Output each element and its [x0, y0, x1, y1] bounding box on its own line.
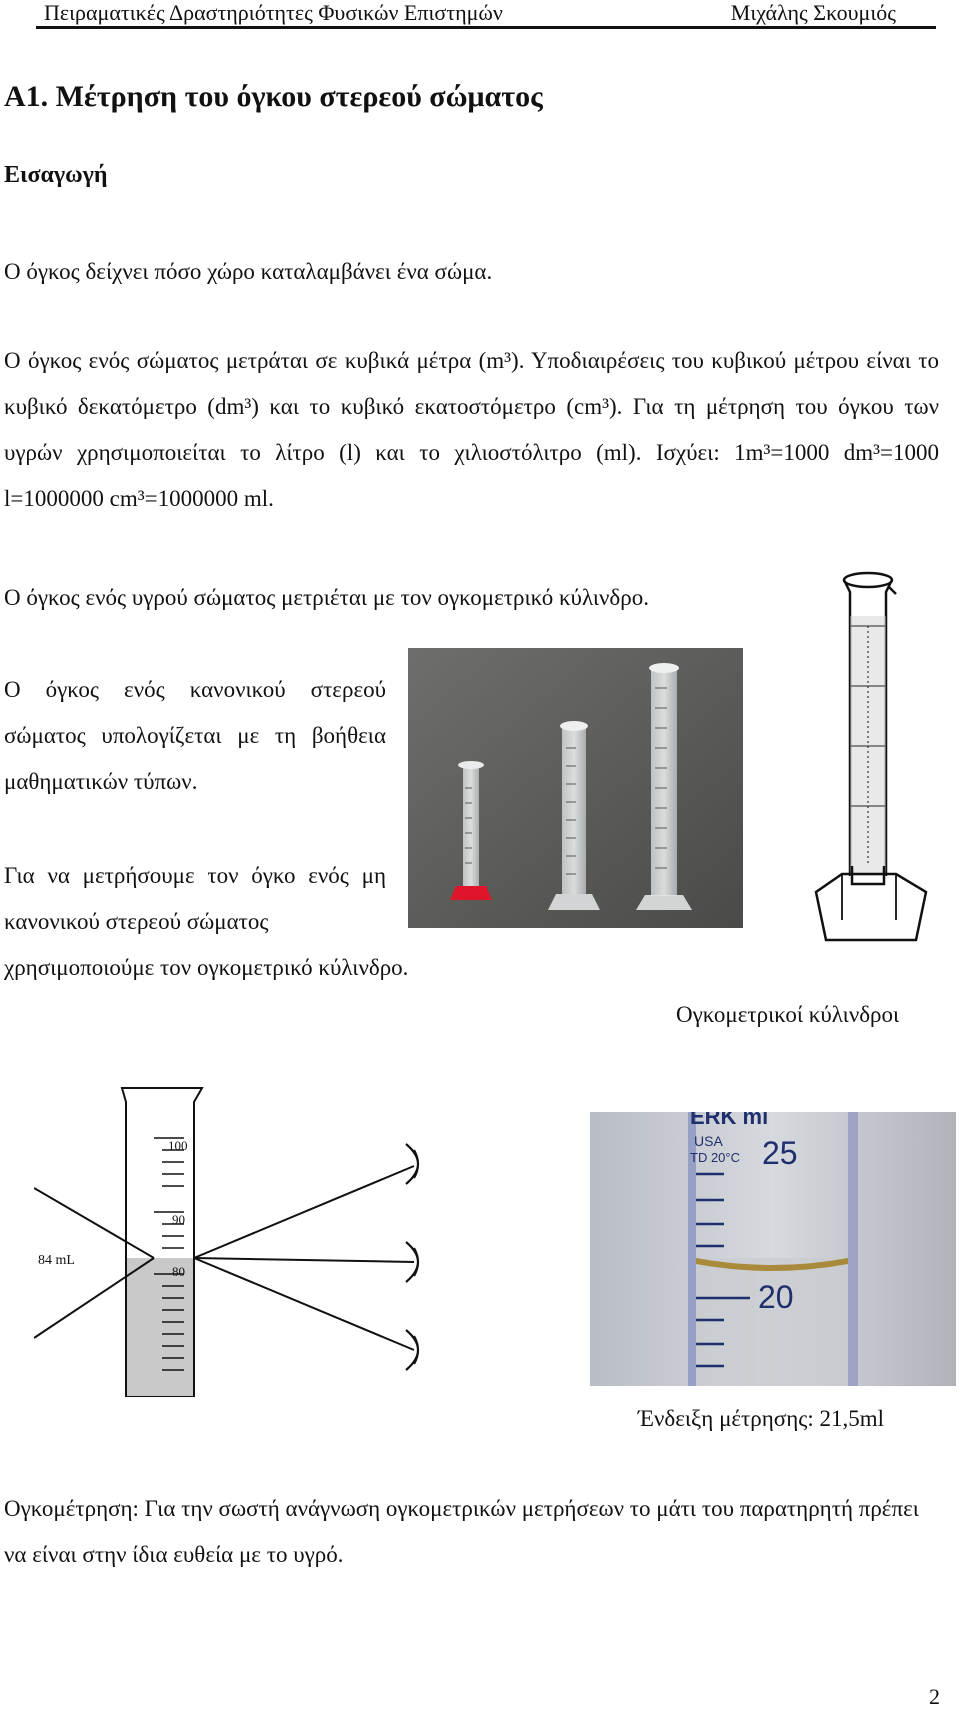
paragraph-eye-level: Ογκομέτρηση: Για την σωστή ανάγνωση ογκομετρικών μετρήσεων το μάτι του παρατηρητή πρέπει να είναι στην ίδια ευθεία με το υγρό.: [4, 1496, 919, 1567]
scale-label-100: 100: [168, 1138, 188, 1153]
photo-brand-label: ERK ml: [690, 1112, 769, 1129]
page-header: [36, 0, 936, 26]
photo-usa-label: USA: [694, 1133, 723, 1149]
scale-label-90: 90: [172, 1212, 185, 1227]
photo-25-label: 25: [762, 1135, 798, 1171]
paragraph-units: Ο όγκος ενός σώματος μετράται σε κυβικά μέτρα (m³). Υποδιαιρέσεις του κυβικού μέτρου είναι το κυβικό δεκατόμετρο (dm³) και το κυβικό εκατοστόμετρο (cm³). Για τη μέτρηση του όγκου των υγρών χρησιμοποιείται το λίτρο (l) και το χιλιοστόλιτρο (ml). Ισχύει: 1m³=1000 dm³=1000 l=1000000 cm³=1000000 ml.: [4, 348, 939, 511]
reading-label: 84 mL: [38, 1253, 75, 1268]
paragraph-irregular-solid: Για να μετρήσουμε τον όγκο ενός μη κανονικού στερεού σώματος: [4, 863, 386, 934]
cylinders-photo: [408, 648, 743, 928]
caption-cylinders: Ογκομετρικοί κύλινδροι: [676, 1002, 900, 1027]
page-number: 2: [929, 1684, 940, 1709]
photo-20-label: 20: [758, 1279, 794, 1315]
page-title: Α1. Μέτρηση του όγκου στερεού σώματος: [4, 80, 543, 113]
header-rule: [36, 26, 936, 29]
meniscus-photo: [590, 1112, 956, 1386]
paragraph-regular-solid: Ο όγκος ενός κανονικού στερεού σώματος υπολογίζεται με τη βοήθεια μαθηματικών τύπων.: [4, 677, 386, 794]
eye-level-diagram: [34, 1078, 454, 1410]
header-author: Μιχάλης Σκουμιός: [730, 0, 896, 25]
eye-icon: [406, 1144, 418, 1370]
paragraph-volume-definition: Ο όγκος δείχνει πόσο χώρο καταλαμβάνει ένα σώμα.: [4, 259, 493, 284]
paragraph-liquid-volume: Ο όγκος ενός υγρού σώματος μετριέται με τον ογκομετρικό κύλινδρο.: [4, 585, 649, 610]
paragraph-irregular-solid-end: χρησιμοποιούμε τον ογκομετρικό κύλινδρο.: [4, 955, 409, 980]
header-course: Πειραματικές Δραστηριότητες Φυσικών Επιστημών: [44, 0, 503, 25]
cylinder-drawing: [812, 566, 932, 948]
scale-label-80: 80: [172, 1264, 185, 1279]
section-heading: Εισαγωγή: [4, 162, 108, 188]
photo-temp-label: TD 20°C: [690, 1150, 740, 1165]
caption-reading: Ένδειξη μέτρησης: 21,5ml: [638, 1406, 885, 1431]
